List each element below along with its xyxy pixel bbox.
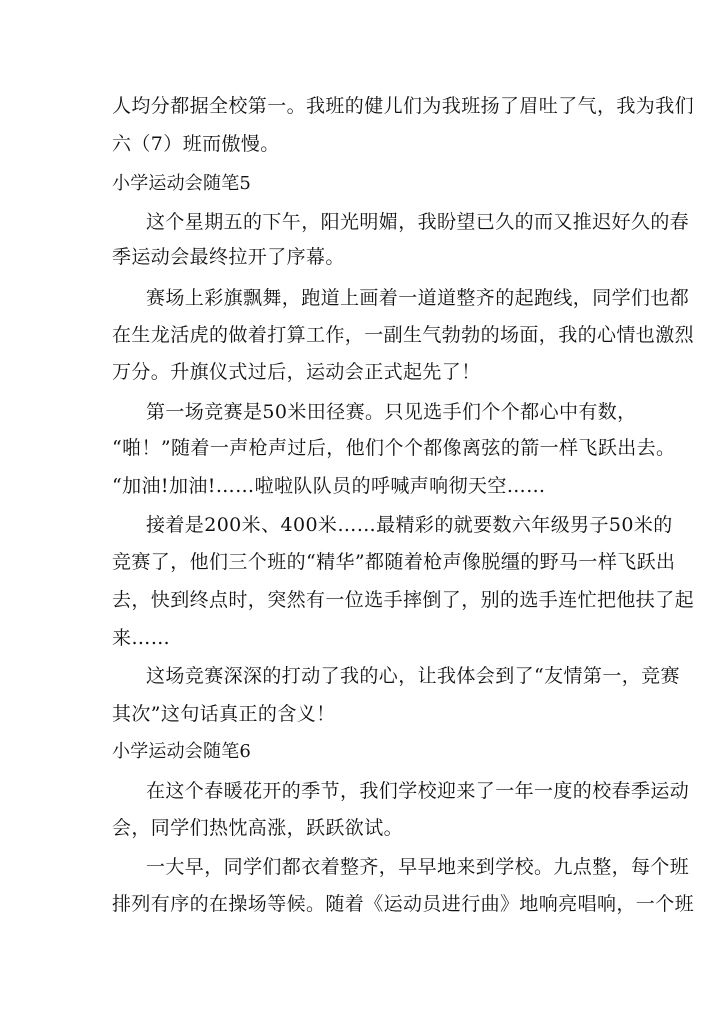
text-line: 六（7）班而傲慢。 xyxy=(112,133,280,155)
paragraph-first-line: 在这个春暖花开的季节，我们学校迎来了一年一度的校春季运动 xyxy=(146,780,690,802)
paragraph-first-line: 赛场上彩旗飘舞，跑道上画着一道道整齐的起跑线，同学们也都 xyxy=(146,287,690,309)
text-line: 会，同学们热忱高涨，跃跃欲试。 xyxy=(112,817,404,839)
paragraph-first-line: 这个星期五的下午，阳光明媚，我盼望已久的而又推迟好久的春 xyxy=(146,211,690,233)
text-line: “加油!加油!……啦啦队队员的呼喊声响彻天空…… xyxy=(112,475,546,497)
paragraph-first-line: 这场竞赛深深的打动了我的心，让我体会到了“友情第一，竞赛 xyxy=(146,665,680,687)
paragraph-first-line: 一大早，同学们都衣着整齐，早早地来到学校。九点整，每个班 xyxy=(146,856,690,878)
text-line: 排列有序的在操场等候。随着《运动员进行曲》地响亮唱响，一个班 xyxy=(112,893,695,915)
paragraph-first-line: 第一场竞赛是50米田径赛。只见选手们个个都心中有数， xyxy=(146,401,637,423)
text-line: 在生龙活虎的做着打算工作，一副生气勃勃的场面，我的心情也激烈 xyxy=(112,324,695,346)
text-line: 去，快到终点时，突然有一位选手摔倒了，别的选手连忙把他扶了起 xyxy=(112,589,695,611)
text-line: 季运动会最终拉开了序幕。 xyxy=(112,246,345,268)
section-heading: 小学运动会随笔6 xyxy=(112,741,252,762)
section-heading: 小学运动会随笔5 xyxy=(112,173,252,194)
text-line: 万分。升旗仪式过后，运动会正式起先了！ xyxy=(112,361,481,383)
paragraph-first-line: 接着是200米、400米……最精彩的就要数六年级男子50米的 xyxy=(146,514,673,536)
text-line: “啪！”随着一声枪声过后，他们个个都像离弦的箭一样飞跃出去。 xyxy=(112,437,676,459)
text-line: 人均分都据全校第一。我班的健儿们为我班扬了眉吐了气，我为我们 xyxy=(112,95,695,117)
text-line: 竞赛了，他们三个班的“精华”都随着枪声像脱缰的野马一样飞跃出 xyxy=(112,551,676,573)
text-line: 其次”这句话真正的含义！ xyxy=(112,703,336,725)
text-line: 来…… xyxy=(112,627,171,649)
